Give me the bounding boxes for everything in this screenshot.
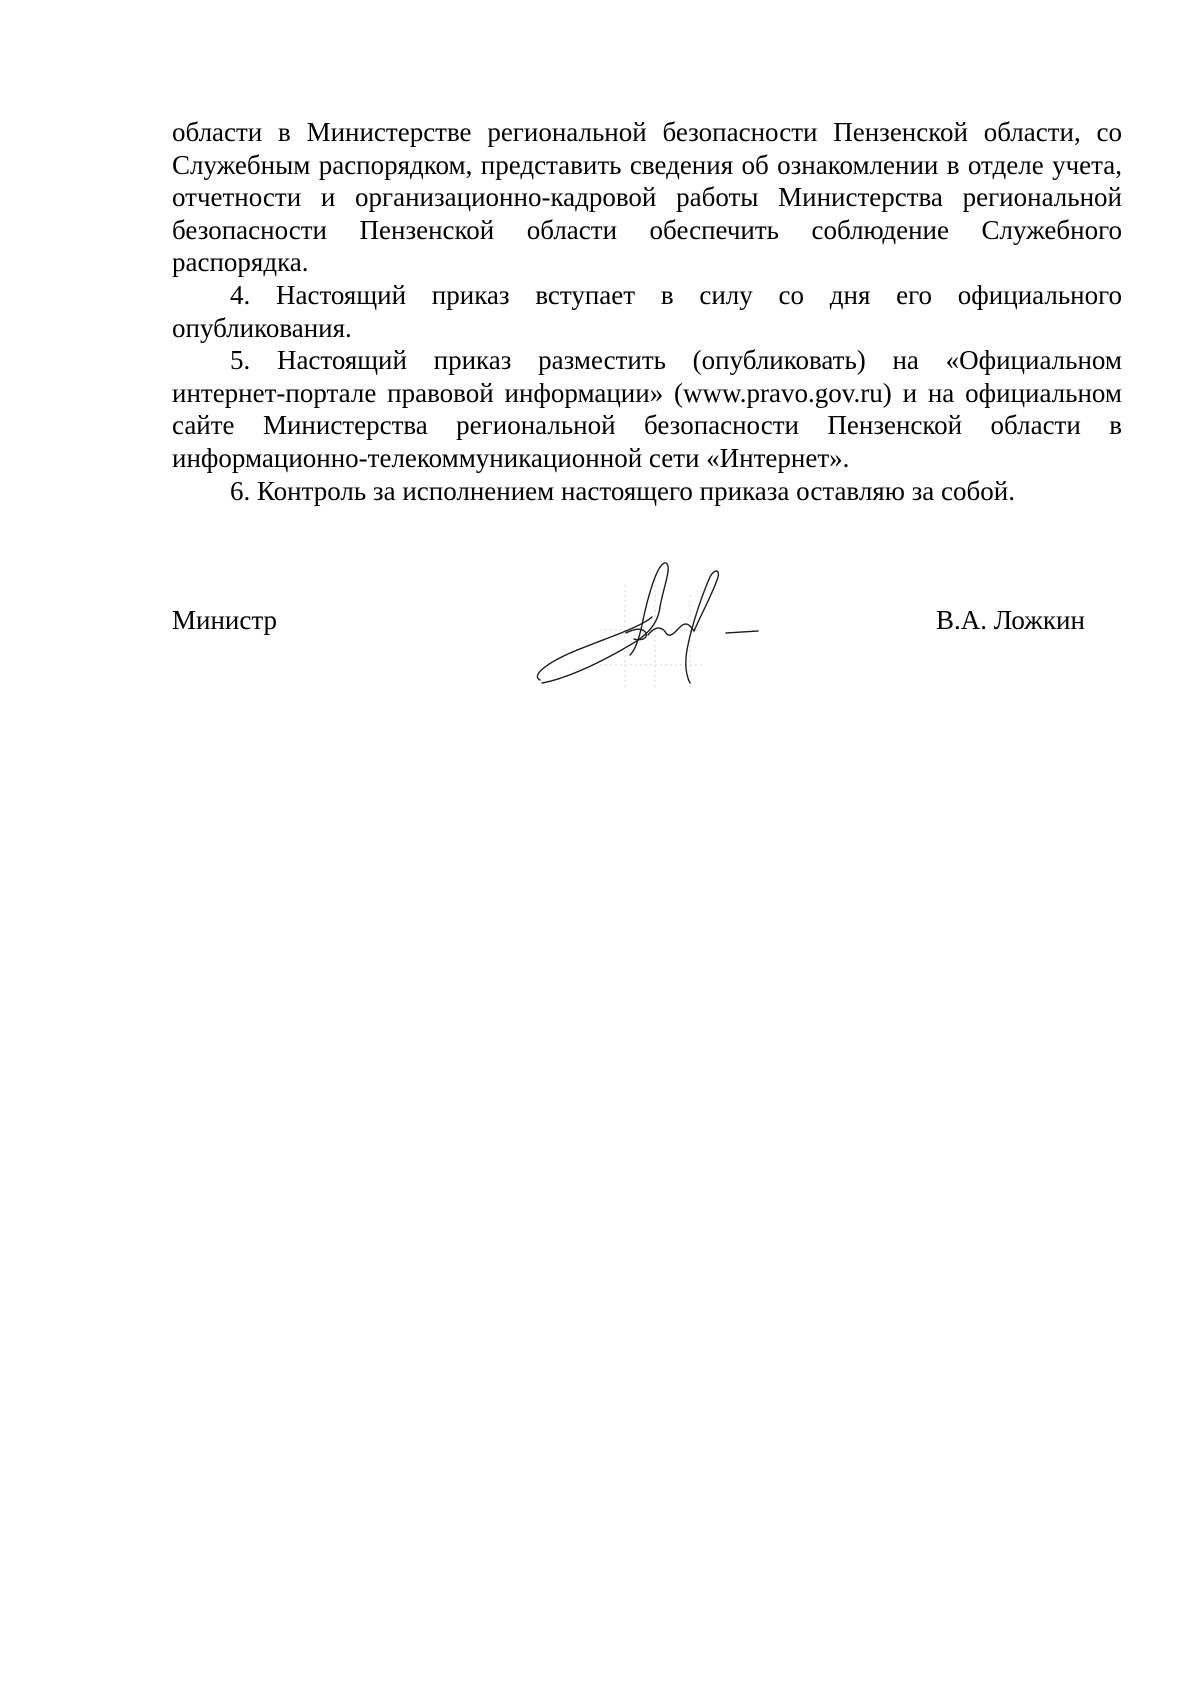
document-body: [172, 116, 1122, 507]
paragraph-item-4: 4. Настоящий приказ вступает в силу со дня его официального опубликования.: [172, 279, 1122, 343]
signatory-role: Министр: [172, 605, 277, 635]
paragraph-item-5: 5. Настоящий приказ разместить (опубликовать) на «Официальном интернет-портале правовой информации» (www.pravo.gov.ru) и на официальном сайте Министерства региональной безопасности Пензенской области в информационно-телекоммуникационной сети «Интернет».: [172, 345, 1122, 473]
signatory-name: В.А. Ложкин: [936, 605, 1085, 635]
paragraph-item-6: 6. Контроль за исполнением настоящего приказа оставляю за собой.: [230, 475, 1015, 506]
paragraph-continuation: области в Министерстве региональной безопасности Пензенской области, со Служебным распорядком, представить сведения об ознакомлении в отделе учета, отчетности и организационно-кадровой работы Министерства региональной безопасности Пензенской области обеспечить соблюдение Служебного распорядка.: [172, 117, 1122, 278]
handwritten-signature: [530, 555, 770, 705]
